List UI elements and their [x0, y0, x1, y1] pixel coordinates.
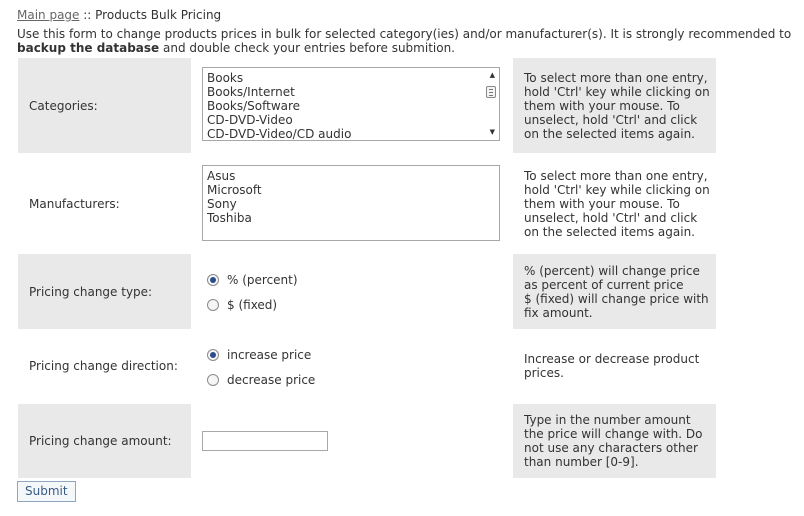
categories-field-cell [191, 58, 513, 153]
manufacturers-listbox[interactable] [202, 165, 500, 241]
scroll-down-arrow-icon[interactable]: ▼ [489, 128, 495, 136]
manufacturers-row [18, 155, 716, 252]
decrease-radio-label[interactable]: decrease price [227, 373, 316, 387]
categories-listbox[interactable] [202, 67, 500, 141]
change-amount-help: Type in the number amount the price will change with. Do not use any characters other than number [0-9]. [524, 413, 703, 469]
change-type-help [515, 254, 716, 329]
change-direction-help: Increase or decrease product prices. [524, 352, 700, 380]
manufacturers-help: To select more than one entry, hold 'Ctrl' key while clicking on them with your mouse. To unselect, hold 'Ctrl' and click on the selected items again. [524, 168, 710, 239]
increase-radio-label[interactable]: increase price [227, 348, 312, 362]
change-type-field-cell [191, 254, 513, 329]
change-type-row [18, 254, 716, 329]
increase-option[interactable] [207, 347, 311, 363]
scroll-up-arrow-icon[interactable]: ▲ [489, 71, 495, 79]
category-option[interactable]: Books/Internet [207, 85, 295, 99]
change-direction-field-cell [191, 330, 513, 402]
category-option[interactable]: CD-DVD-Video [207, 113, 293, 127]
fixed-option[interactable] [207, 297, 277, 313]
manufacturer-option[interactable]: Toshiba [207, 211, 252, 225]
main-page-link[interactable]: Main page [17, 8, 80, 22]
breadcrumb [17, 8, 221, 22]
change-type-help-percent: % (percent) will change price as percent of current price [524, 263, 700, 292]
change-amount-input[interactable] [202, 431, 328, 451]
intro-text [17, 27, 804, 55]
categories-row [18, 58, 716, 153]
category-option[interactable]: Books/Software [207, 99, 301, 113]
categories-scrollbar[interactable] [483, 68, 499, 140]
manufacturers-field-cell [191, 155, 513, 252]
manufacturer-option[interactable]: Asus [207, 169, 236, 183]
change-amount-row [18, 404, 716, 478]
category-option[interactable]: Books [207, 71, 244, 85]
change-direction-label: Pricing change direction: [29, 359, 178, 373]
categories-help: To select more than one entry, hold 'Ctrl' key while clicking on them with your mouse. To unselect, hold 'Ctrl' and click on the selected items again. [524, 70, 710, 141]
manufacturers-label: Manufacturers: [29, 196, 120, 211]
decrease-radio[interactable] [207, 374, 219, 386]
breadcrumb-separator: :: [79, 8, 96, 22]
change-type-label: Pricing change type: [29, 284, 153, 299]
submit-button[interactable]: Submit [17, 481, 76, 502]
fixed-radio-label[interactable]: $ (fixed) [227, 298, 278, 312]
intro-text-after: and double check your entries before submition. [159, 41, 455, 55]
percent-radio-label[interactable]: % (percent) [227, 273, 298, 287]
intro-bold-warning: backup the database [17, 41, 160, 55]
scroll-thumb[interactable] [486, 86, 496, 98]
percent-option[interactable] [207, 272, 298, 288]
category-option[interactable]: CD-DVD-Video/CD audio [207, 127, 352, 141]
intro-text-before: Use this form to change products prices in bulk for selected category(ies) and/or manufacturer(s). It is strongly recommended to [17, 27, 792, 41]
change-type-help-fixed: $ (fixed) will change price with fix amount. [524, 291, 709, 320]
decrease-option[interactable] [207, 372, 315, 388]
manufacturer-option[interactable]: Sony [207, 197, 237, 211]
page-title: Products Bulk Pricing [95, 8, 222, 22]
percent-radio[interactable] [207, 274, 219, 286]
increase-radio[interactable] [207, 349, 219, 361]
fixed-radio[interactable] [207, 299, 219, 311]
categories-label: Categories: [29, 98, 98, 113]
manufacturer-option[interactable]: Microsoft [207, 183, 262, 197]
change-amount-label: Pricing change amount: [29, 434, 172, 448]
change-direction-row [18, 330, 716, 402]
change-amount-field-cell [191, 404, 513, 478]
